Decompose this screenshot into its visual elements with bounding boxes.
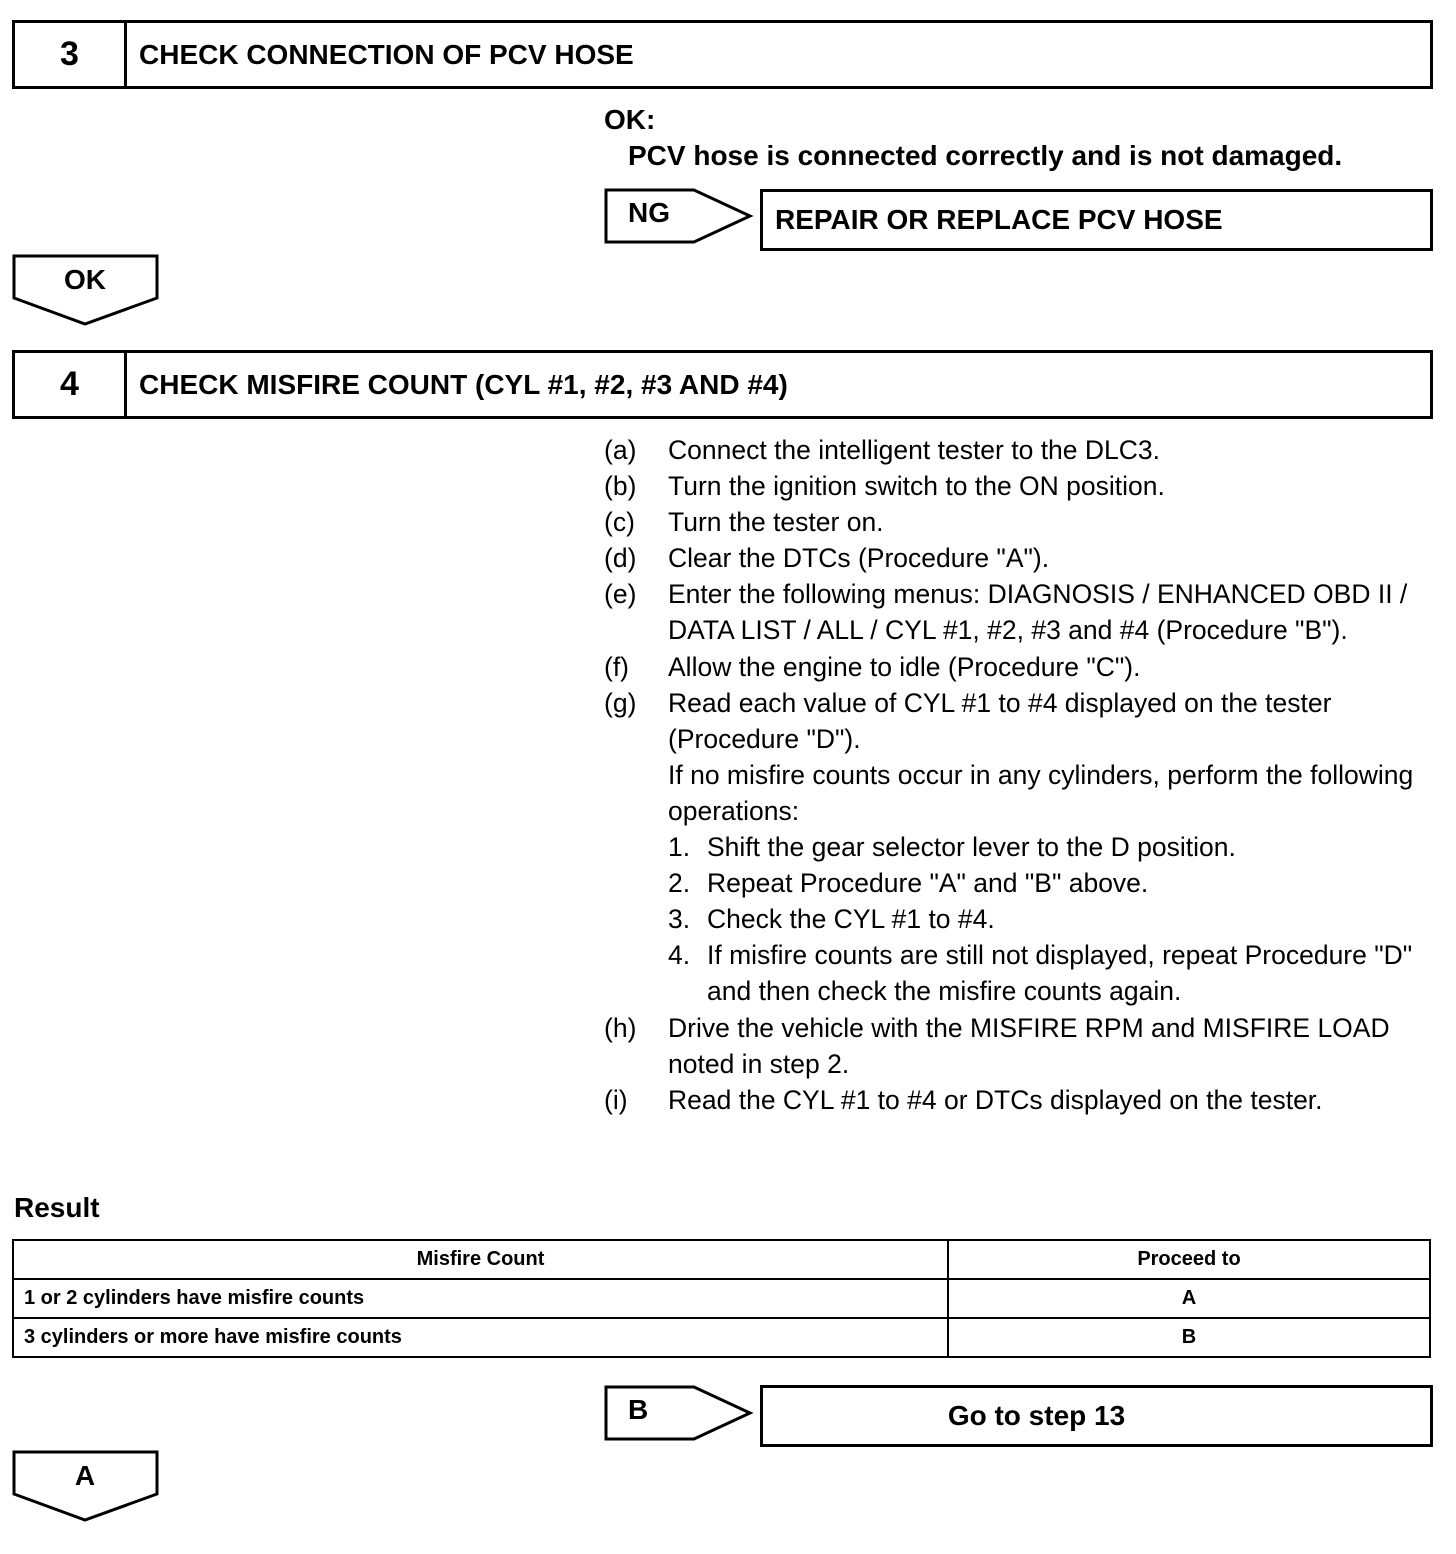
sub-operation-text: If misfire counts are still not displayed, repeat Procedure "D" and then check the misfire counts again. [707,940,1413,1007]
procedure-item [604,1010,1434,1082]
sub-operation [668,829,1434,865]
table-cell: B [948,1318,1430,1357]
procedure-item [604,576,1434,648]
procedure-letter: (g) [604,687,637,718]
sub-operation-number: 2. [668,868,691,899]
sub-operation-text: Repeat Procedure "A" and "B" above. [707,868,1149,899]
table-row [13,1279,1430,1318]
step-title: CHECK CONNECTION OF PCV HOSE [139,38,634,70]
procedure-letter: (b) [604,471,637,502]
procedure-item [604,1082,1434,1118]
step-number: 4 [15,353,127,416]
table-row [13,1318,1430,1357]
result-table [12,1239,1431,1358]
column-header: Misfire Count [13,1240,948,1279]
sub-operation [668,865,1434,901]
right-arrow-icon [604,1385,754,1443]
sub-operation-number: 4. [668,940,691,971]
b-action-text: Go to step 13 [947,1400,1126,1431]
procedure-letter: (e) [604,579,637,610]
b-action-box[interactable] [760,1385,1433,1447]
b-branch-tag[interactable] [604,1385,754,1443]
ok-criteria-text: PCV hose is connected correctly and is not damaged. [628,140,1343,171]
procedure-letter: (h) [604,1012,637,1043]
procedure-text: Read each value of CYL #1 to #4 displayed on the tester (Procedure "D"). [668,687,1332,754]
sub-operation [668,937,1434,1009]
ng-action-text: REPAIR OR REPLACE PCV HOSE [775,204,1223,235]
procedure-letter: (a) [604,435,637,465]
sub-operation-text: Check the CYL #1 to #4. [707,904,995,935]
procedure-note: If no misfire counts occur in any cylinders, perform the following operations: [668,759,1414,826]
a-branch-label: A [74,1460,96,1491]
column-header: Proceed to [948,1240,1430,1279]
table-cell: 1 or 2 cylinders have misfire counts [13,1279,948,1318]
procedure-item [604,504,1434,540]
procedure-list [604,432,1434,1118]
procedure-text: Allow the engine to idle (Procedure "C"). [668,651,1141,682]
procedure-text: Enter the following menus: DIAGNOSIS / ENHANCED OBD II / DATA LIST / ALL / CYL #1, #2, #3 and #4 (Procedure "B"). [668,579,1408,646]
sub-operation [668,901,1434,937]
table-cell: 3 cylinders or more have misfire counts [13,1318,948,1357]
step-3-header [12,20,1433,89]
procedure-text: Turn the ignition switch to the ON position. [668,471,1165,502]
procedure-body [668,685,1434,1010]
procedure-text: Connect the intelligent tester to the DLC3. [668,435,1161,465]
ok-criteria-label: OK: [604,104,656,135]
procedure-item [604,540,1434,576]
procedure-text: Drive the vehicle with the MISFIRE RPM and MISFIRE LOAD noted in step 2. [668,1012,1390,1079]
ok-branch-label: OK [64,264,106,295]
ok-branch-tag[interactable] [12,254,160,328]
procedure-item [604,468,1434,504]
procedure-item [604,685,1434,1010]
sub-operation-number: 3. [668,904,691,935]
table-cell: A [948,1279,1430,1318]
right-arrow-icon [604,188,754,246]
sub-operation-number: 1. [668,832,691,863]
result-label: Result [14,1192,100,1223]
sub-operation-text: Shift the gear selector lever to the D position. [707,832,1236,863]
ng-action-box[interactable] [760,189,1433,251]
procedure-letter: (f) [604,651,630,682]
procedure-item [604,649,1434,685]
procedure-letter: (i) [604,1084,628,1115]
step-4-header [12,350,1433,419]
step-number: 3 [15,23,127,86]
procedure-letter: (d) [604,543,637,574]
a-branch-tag[interactable] [12,1450,160,1524]
procedure-text: Turn the tester on. [668,507,884,538]
procedure-text: Clear the DTCs (Procedure "A"). [668,543,1050,574]
ng-branch-tag[interactable] [604,188,754,246]
procedure-text: Read the CYL #1 to #4 or DTCs displayed on the tester. [668,1084,1323,1115]
table-header-row [13,1240,1430,1279]
procedure-item [604,432,1434,468]
ng-branch-label: NG [628,197,670,228]
procedure-letter: (c) [604,507,635,538]
b-branch-label: B [628,1394,649,1425]
step-title: CHECK MISFIRE COUNT (CYL #1, #2, #3 AND #4) [139,368,788,400]
